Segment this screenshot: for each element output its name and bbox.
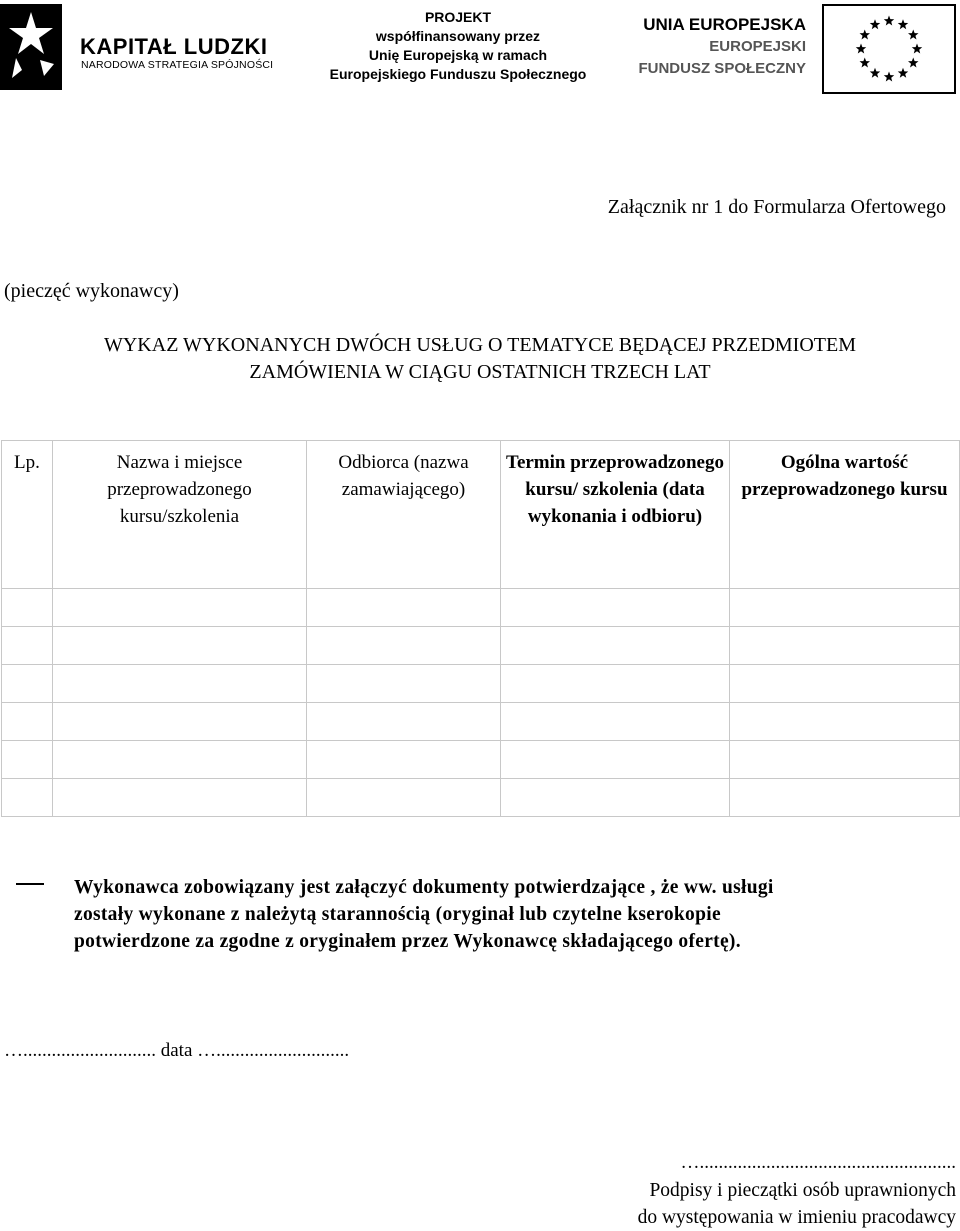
document-title	[0, 332, 960, 386]
project-line: Europejskiego Funduszu Społecznego	[329, 66, 587, 82]
table-cell[interactable]	[501, 627, 730, 665]
table-row	[2, 779, 960, 817]
table-cell[interactable]	[2, 589, 53, 627]
header-value: Ogólna wartość przeprowadzonego kursu	[730, 441, 960, 589]
header-lp: Lp.	[2, 441, 53, 589]
signature-label	[638, 1177, 956, 1231]
annex-label: Załącznik nr 1 do Formularza Ofertowego	[607, 196, 946, 218]
table-row	[2, 627, 960, 665]
table-cell[interactable]	[2, 741, 53, 779]
table-cell[interactable]	[307, 741, 501, 779]
date-field-line[interactable]: …............................ data …............................	[4, 1040, 350, 1061]
table-cell[interactable]	[730, 627, 960, 665]
project-line: Unię Europejską w ramach	[368, 47, 548, 63]
table-cell[interactable]	[53, 703, 307, 741]
kapital-ludzki-logo-mark	[0, 4, 62, 90]
dash-bullet-icon	[16, 883, 44, 885]
table-cell[interactable]	[2, 627, 53, 665]
kapital-ludzki-title: KAPITAŁ LUDZKI	[80, 34, 268, 59]
table-cell[interactable]	[730, 703, 960, 741]
table-cell[interactable]	[307, 627, 501, 665]
title-line: WYKAZ WYKONANYCH DWÓCH USŁUG O TEMATYCE BĘDĄCEJ PRZEDMIOTEM	[103, 334, 856, 356]
table-cell[interactable]	[730, 779, 960, 817]
eu-line: FUNDUSZ SPOŁECZNY	[638, 60, 806, 77]
signature-label-line: do występowania w imieniu pracodawcy	[637, 1207, 956, 1228]
table-cell[interactable]	[53, 627, 307, 665]
header-recipient: Odbiorca (nazwa zamawiającego)	[307, 441, 501, 589]
table-cell[interactable]	[53, 665, 307, 703]
signature-field-line[interactable]: …......................................................	[680, 1152, 956, 1173]
table-row	[2, 703, 960, 741]
table-cell[interactable]	[53, 741, 307, 779]
table-cell[interactable]	[307, 779, 501, 817]
table-cell[interactable]	[730, 741, 960, 779]
table-cell[interactable]	[307, 703, 501, 741]
table-row	[2, 741, 960, 779]
table-cell[interactable]	[501, 779, 730, 817]
services-table	[1, 440, 960, 817]
documentation-note	[74, 874, 934, 955]
table-cell[interactable]	[53, 589, 307, 627]
table-cell[interactable]	[501, 741, 730, 779]
table-cell[interactable]	[501, 665, 730, 703]
table-cell[interactable]	[307, 665, 501, 703]
eu-line: EUROPEJSKI	[709, 38, 806, 55]
table-cell[interactable]	[2, 665, 53, 703]
table-cell[interactable]	[2, 703, 53, 741]
eu-line: UNIA EUROPEJSKA	[643, 15, 806, 34]
table-cell[interactable]	[53, 779, 307, 817]
header-course-name: Nazwa i miejsce przeprowadzonego kursu/szkolenia	[53, 441, 307, 589]
note-line: Wykonawca zobowiązany jest załączyć dokumenty potwierdzające , że ww. usługi	[74, 877, 774, 898]
table-cell[interactable]	[2, 779, 53, 817]
table-cell[interactable]	[730, 589, 960, 627]
seal-placeholder-label: (pieczęć wykonawcy)	[4, 280, 179, 302]
header-date: Termin przeprowadzonego kursu/ szkolenia (data wykonania i odbioru)	[501, 441, 730, 589]
kapital-ludzki-subtitle: NARODOWA STRATEGIA SPÓJNOŚCI	[81, 59, 274, 71]
table-cell[interactable]	[307, 589, 501, 627]
project-line: PROJEKT	[424, 9, 492, 25]
table-header-row	[2, 441, 960, 589]
table-row	[2, 589, 960, 627]
project-line: współfinansowany przez	[375, 28, 541, 44]
table-row	[2, 665, 960, 703]
table-cell[interactable]	[501, 703, 730, 741]
title-line: ZAMÓWIENIA W CIĄGU OSTATNICH TRZECH LAT	[249, 361, 711, 383]
eu-logo-text	[622, 14, 806, 80]
signature-label-line: Podpisy i pieczątki osób uprawnionych	[649, 1180, 956, 1201]
project-cofinancing-text	[300, 8, 616, 84]
table-cell[interactable]	[501, 589, 730, 627]
eu-flag-icon	[822, 4, 956, 94]
note-line: potwierdzone za zgodne z oryginałem przez Wykonawcę składającego ofertę).	[74, 931, 741, 952]
note-line: zostały wykonane z należytą starannością (oryginał lub czytelne kserokopie	[74, 904, 721, 925]
table-cell[interactable]	[730, 665, 960, 703]
